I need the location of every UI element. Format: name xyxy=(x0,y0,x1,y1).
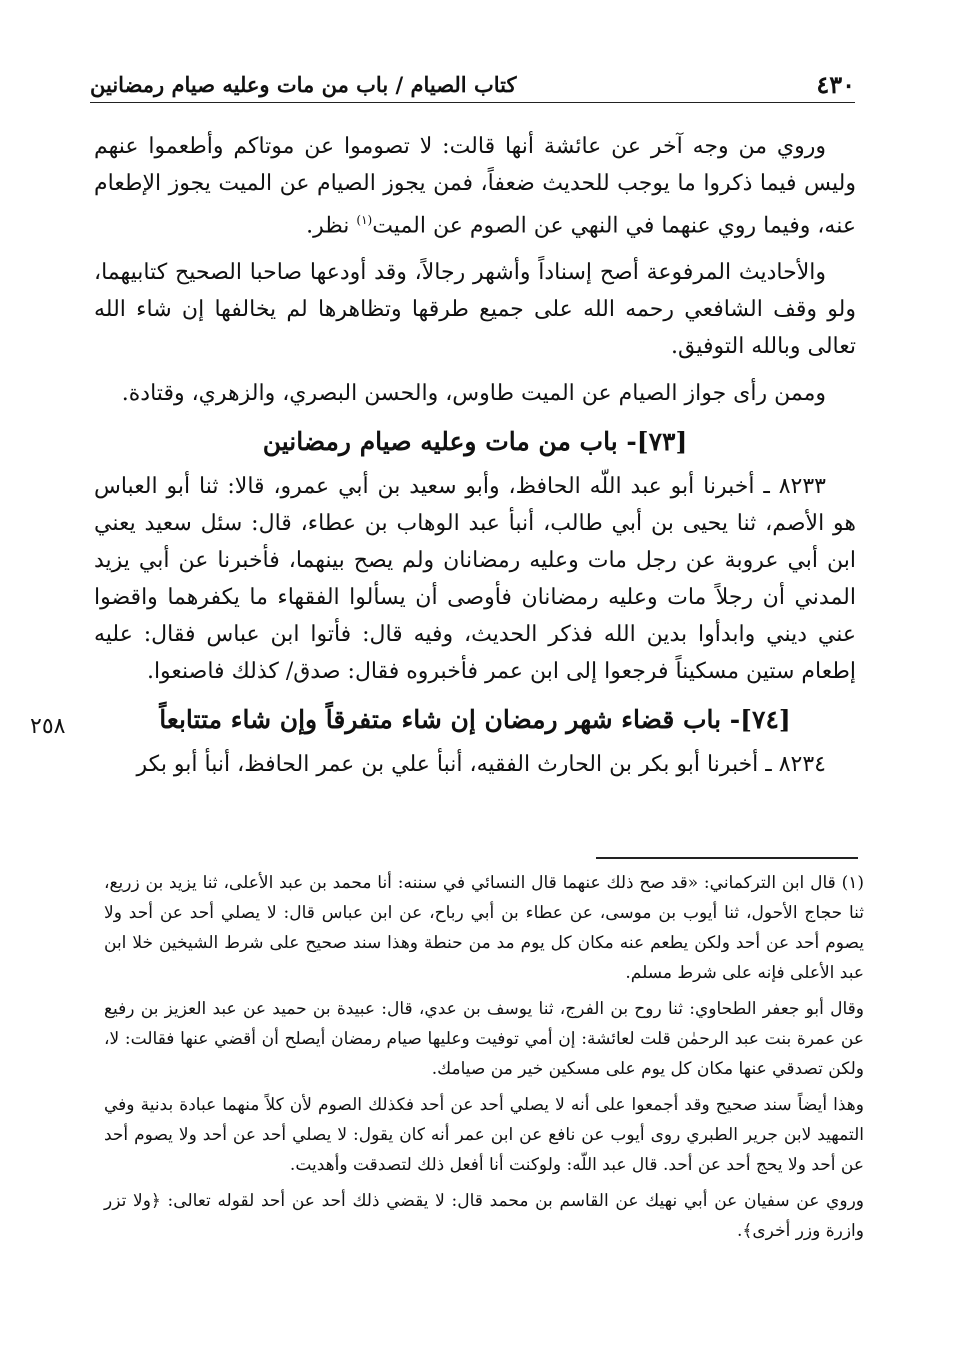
footnotes xyxy=(104,868,864,1252)
margin-reference-number: ٢٥٨ xyxy=(30,714,66,739)
paragraph-tail: نظر. xyxy=(306,213,357,239)
footnote-paragraph: وقال أبو جعفر الطحاوي: ثنا روح بن الفرج، ثنا يوسف بن عدي، قال: عبيدة بن حميد عن عبد العزيز بن رفيع عن عمرة بنت عبد الرحمٰن قلت لعائشة: إن أمي توفيت وعليها صيام رمضان أيصلح أن أقضي عنها فقالت: لا، ولكن تصدقي عنها مكان كل يوم على مسكين خير من صيامك. xyxy=(104,999,864,1079)
running-title: كتاب الصيام / باب من مات وعليه صيام رمضانين xyxy=(90,72,524,97)
paragraph: والأحاديث المرفوعة أصح إسناداً وأشهر رجالاً، وقد أودعها صاحبا الصحيح كتابيهما، ولو وقف الشافعي رحمه الله على جميع طرقها وتظاهرها لم يخالفها إن شاء الله تعالى وبالله التوفيق. xyxy=(94,260,856,360)
chapter-heading-73: [٧٣]- باب من مات وعليه صيام رمضانين xyxy=(262,427,688,457)
paragraph-text: وروي من وجه آخر عن عائشة أنها قالت: لا تصوموا عن موتاكم وأطعموا عنهم وليس فيما ذكروا ما يوجب للحديث ضعفاً، فمن يجوز الصيام عن الميت يجوز الإطعام عنه، وفيما روي عنهما في النهي عن الصوم عن الميت xyxy=(94,134,856,239)
paragraph: وممن رأى جواز الصيام عن الميت طاوس، والحسن البصري، والزهري، وقتادة. xyxy=(121,381,826,407)
footnote-paragraph: (١) قال ابن التركماني: «قد صح ذلك عنهما قال النسائي في سننه: أنا محمد بن عبد الأعلى، ثنا يزيد بن زريع، ثنا حجاج الأحول، ثنا أيوب بن موسى، عن عطاء بن أبي رباح، عن ابن عباس قال: لا يصلي أحد عن أحد ولا يصوم أحد عن أحد ولكن يطعم عنه مكان كل يوم مد من حنطة وهذا سند صحيح على شرط الشيخين خلا ابن عبد الأعلى فإنه على شرط مسلم. xyxy=(104,873,864,983)
main-text xyxy=(94,128,856,793)
footnote-paragraph: وروي عن سفيان عن أبي نهيك عن القاسم بن محمد قال: لا يقضي ذلك أحد عن أحد لقوله تعالى: ﴿ولا تزر وازرة وزر أخرى﴾. xyxy=(104,1191,864,1241)
hadith-8233: ٨٢٣٣ ـ أخبرنا أبو عبد اللّه الحافظ، وأبو سعيد بن أبي عمرو، قالا: ثنا أبو العباس هو الأصم، ثنا يحيى بن أبي طالب، أنبأ عبد الوهاب بن عطاء، قال: سئل سعيد يعني ابن أبي عروبة عن رجل مات وعليه رمضانان ولم يصح بينهما، فأخبرنا عن أبي يزيد المدني أن رجلاً مات وعليه رمضانان فأوصى أن يسألوا الفقهاء ما يكفرهما واقضوا عني ديني وابدأوا بدين الله فذكر الحديث، وفيه قال: فأتوا ابن عباس فقال: عليه إطعام ستين مسكيناً فرجعوا إلى ابن عمر فأخبروه فقال: صدق/ كذلك فاصنعوا. xyxy=(94,474,856,685)
footnote-paragraph: وهذا أيضاً سند صحيح وقد أجمعوا على أنه لا يصلي أحد عن أحد فكذلك الصوم لأن كلاً منهما عبادة بدنية وفي التمهيد لابن جرير الطبري روى أيوب عن نافع عن ابن عمر أنه كان يقول: لا يصلي أحد عن أحد ولا يصوم أحد عن أحد ولا يحج أحد عن أحد. قال عبد اللّه: ولوكنت أنا أفعل ذلك لتصدقت وأهديت. xyxy=(104,1095,864,1175)
footnote-marker[interactable]: (١) xyxy=(356,213,373,227)
page-number: ٤٣٠ xyxy=(816,70,855,99)
footnote-separator xyxy=(596,857,858,859)
chapter-heading-74: [٧٤]- باب قضاء شهر رمضان إن شاء متفرقاً وإن شاء متتابعاً xyxy=(159,705,791,735)
paragraph xyxy=(94,128,856,244)
hadith-8234: ٨٢٣٤ ـ أخبرنا أبو بكر بن الحارث الفقيه، أنبأ علي بن عمر الحافظ، أنبأ أبو بكر xyxy=(136,752,826,778)
page-header xyxy=(90,66,855,103)
